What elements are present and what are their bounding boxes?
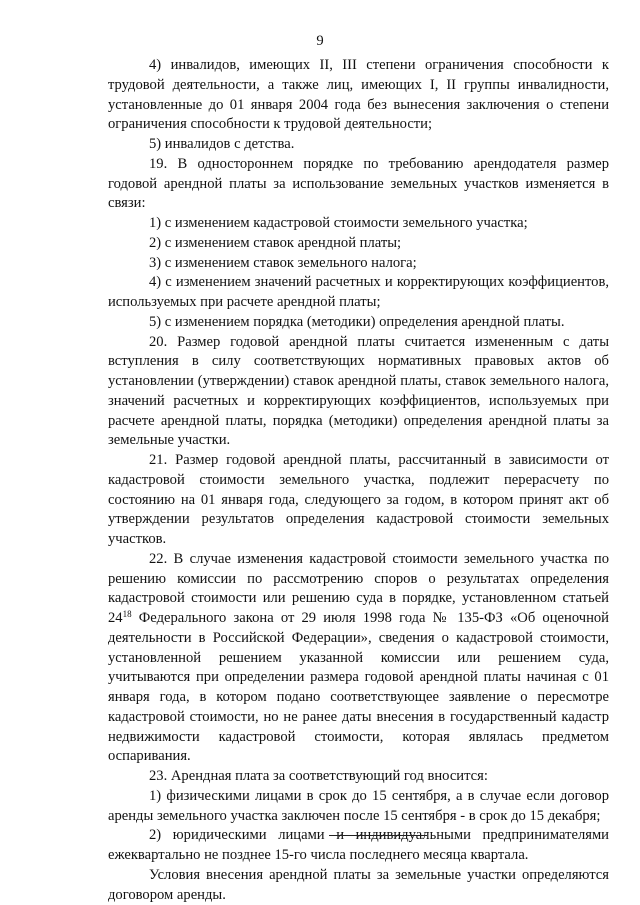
paragraph-23-item-2: 2) юридическими лицами и индивидуальными предпринимателями ежеквартально не позднее 15-го числа последнего месяца квартала.: [108, 827, 609, 863]
paragraph-19-item-3: 3) с изменением ставок земельного налога;: [149, 254, 417, 271]
payment-conditions-paragraph: Условия внесения арендной платы за земельные участки определяются договором аренды.: [108, 866, 609, 903]
article-superscript: 18: [122, 609, 132, 619]
paragraph-22-text-before: 22. В случае изменения кадастровой стоимости земельного участка по решению комиссии по рассмотрению споров о результатах определения кадастровой стоимости или решению суда в порядке, установленном статьей 24: [108, 550, 609, 626]
paragraph-21: 21. Размер годовой арендной платы, рассчитанный в зависимости от кадастровой стоимости земельного участка, подлежит перерасчету по состоянию на 01 января года, следующего за годом, в котором принят акт об утверждении результатов определения кадастровой стоимости земельных участков.: [108, 452, 609, 547]
paragraph-19-item-2: 2) с изменением ставок арендной платы;: [149, 234, 402, 251]
end-of-text-rule: [329, 835, 427, 836]
paragraph-19: 19. В одностороннем порядке по требованию арендодателя размер годовой арендной платы за использование земельных участков изменяется в связи:: [108, 155, 609, 212]
paragraph-22: [108, 550, 609, 767]
page-number: 9: [316, 33, 324, 49]
paragraph-23-item-1: 1) физическими лицами в срок до 15 сентября, а в случае если договор аренды земельного участка заключен после 15 сентября - в срок до 15 декабря;: [108, 787, 609, 824]
paragraph-19-item-4: 4) с изменением значений расчетных и корректирующих коэффициентов, используемых при расчете арендной платы;: [108, 274, 609, 310]
paragraph-22-text-after: Федерального закона от 29 июля 1998 года № 135-ФЗ «Об оценочной деятельности в Российской Федерации», сведения о кадастровой стоимости, установленной решением указанной комиссии или решением суда, учитываются при определении размера годовой арендной платы начиная с 01 января года, в котором подано соответствующее заявление о пересмотре кадастровой стоимости, но не ранее даты внесения в государственный кадастр недвижимости кадастровой стоимости, которая являлась предметом оспаривания.: [108, 610, 609, 765]
document-body: [108, 56, 609, 905]
paragraph-23: 23. Арендная плата за соответствующий год вносится:: [149, 768, 488, 784]
paragraph-19-item-1: 1) с изменением кадастровой стоимости земельного участка;: [149, 215, 528, 231]
paragraph-4-disabled-II-III: 4) инвалидов, имеющих II, III степени ограничения способности к трудовой деятельности, а также лиц, имеющих I, II группы инвалидности, установленные до 01 января 2004 года без вынесения заключения о степени ограничения способности к трудовой деятельности;: [108, 57, 609, 133]
paragraph-20: 20. Размер годовой арендной платы считается измененным с даты вступления в силу соответствующих нормативных правовых актов об установлении (утверждении) ставок арендной платы, ставок земельного налога, значений расчетных и корректирующих коэффициентов, используемых при расчете арендной платы, порядка (методики) определения арендной платы за земельные участки.: [108, 333, 609, 449]
paragraph-19-item-5: 5) с изменением порядка (методики) определения арендной платы.: [149, 313, 565, 330]
paragraph-5-disabled-childhood: 5) инвалидов с детства.: [149, 136, 295, 152]
